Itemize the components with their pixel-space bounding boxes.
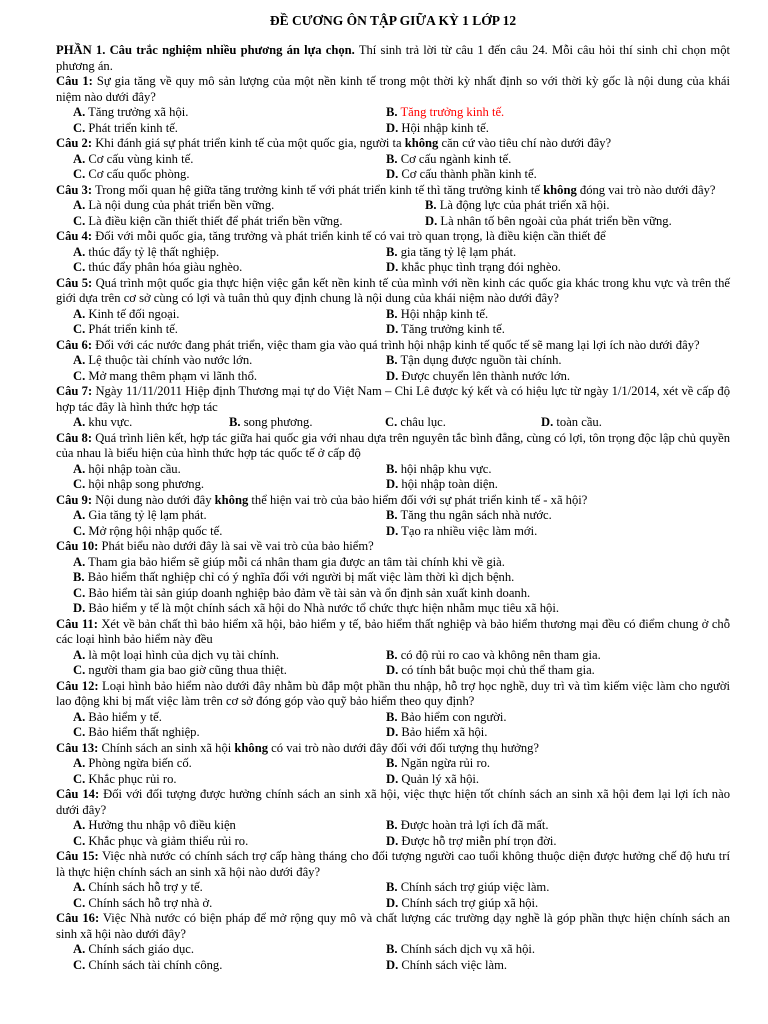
option-d: D. Quản lý xã hội. — [386, 771, 480, 786]
question-number: Câu 16: — [56, 911, 100, 925]
option-row — [56, 508, 730, 524]
option-row — [56, 648, 730, 664]
question-stem: Câu 10: Phát biểu nào dưới đây là sai về vai trò của bảo hiểm? — [56, 539, 374, 553]
option-row — [56, 896, 730, 912]
option-d: D. toàn cầu. — [541, 415, 602, 429]
question-stem: Câu 3: Trong mối quan hệ giữa tăng trưởng kinh tế với phát triển kinh tế thì tăng trưởng kinh tế không đóng vai trò nào dưới đây? — [56, 182, 716, 197]
question-number: Câu 3: — [56, 182, 93, 197]
option-b: B. gia tăng tỷ lệ lạm phát. — [386, 244, 517, 259]
option-row — [56, 663, 730, 679]
question-stem: Câu 2: Khi đánh giá sự phát triển kinh tế của một quốc gia, người ta không căn cứ vào tiêu chí nào dưới đây? — [56, 136, 612, 150]
option-row — [56, 245, 730, 261]
option-a: A. hội nhập toàn cầu. — [73, 461, 181, 476]
option-b: B. Cơ cấu ngành kinh tế. — [386, 151, 512, 166]
question-number: Câu 15: — [56, 849, 99, 863]
part-header — [56, 43, 730, 74]
option-d: D. Chính sách trợ giúp xã hội. — [386, 895, 539, 910]
option-c: C. Khắc phục và giảm thiểu rủi ro. — [73, 833, 249, 848]
option-d: D. khắc phục tình trạng đói nghèo. — [386, 260, 561, 274]
option-row — [56, 415, 730, 431]
option-d: D. Chính sách việc làm. — [386, 957, 508, 972]
option-c: C. Chính sách hỗ trợ nhà ở. — [73, 895, 213, 910]
option-d: D. Tạo ra nhiều việc làm mới. — [386, 523, 538, 538]
option-b: B. Được hoàn trả lợi ích đã mất. — [386, 818, 549, 832]
question-stem: Câu 4: Đối với mỗi quốc gia, tăng trưởng và phát triển kinh tế có vai trò quan trọng, là điều kiện cần thiết để — [56, 229, 606, 243]
option-c: C. hội nhập song phương. — [73, 477, 205, 491]
question-number: Câu 4: — [56, 229, 93, 243]
option-a: A. Hưởng thu nhập vô điều kiện — [73, 818, 236, 832]
option-row — [56, 818, 730, 834]
question-number: Câu 12: — [56, 678, 99, 693]
option-b: B. Bảo hiểm thất nghiệp chỉ có ý nghĩa đối với người bị mất việc làm thời kì dịch bệnh. — [73, 570, 515, 584]
option-b: B. Tăng thu ngân sách nhà nước. — [386, 508, 552, 522]
question-number: Câu 10: — [56, 539, 99, 553]
option-c: C. người tham gia bao giờ cũng thua thiệt. — [73, 663, 287, 677]
option-row — [56, 958, 730, 974]
option-b: B. Ngăn ngừa rủi ro. — [386, 756, 491, 770]
option-row — [56, 710, 730, 726]
question-number: Câu 11: — [56, 616, 98, 631]
highlighted-answer: Tăng trưởng kinh tế. — [400, 105, 505, 119]
question-stem: Câu 6: Đối với các nước đang phát triển, việc tham gia vào quá trình hội nhập kinh tế quốc tế sẽ mang lại lợi ích nào dưới đây? — [56, 337, 700, 352]
option-c: C. Khắc phục rủi ro. — [73, 771, 177, 786]
option-row — [56, 942, 730, 958]
option-row — [56, 152, 730, 168]
option-a: A. Phòng ngừa biến cố. — [73, 756, 192, 770]
option-c: C. Phát triển kinh tế. — [73, 120, 178, 135]
option-b: B. Chính sách dịch vụ xã hội. — [386, 942, 536, 956]
option-row — [56, 198, 730, 214]
question-stem: Câu 5: Quá trình một quốc gia thực hiện việc gắn kết nền kinh tế của mình với nền kinh các quốc gia khác trong khu vực và trên thế giới dựa trên cơ sở cùng có lợi và tuân thủ quy định chung là nội dung của khái niệm nào dưới đây? — [56, 275, 730, 305]
option-c: C. Bảo hiểm thất nghiệp. — [73, 725, 200, 739]
question-stem: Câu 16: Việc Nhà nước có biện pháp để mở rộng quy mô và chất lượng các trường dạy nghề là góp phần thực hiện chính sách an sinh xã hội nào dưới đây? — [56, 911, 730, 941]
question-number: Câu 5: — [56, 275, 93, 290]
option-row — [56, 105, 730, 121]
question-stem: Câu 13: Chính sách an sinh xã hội không có vai trò nào dưới đây đối với đối tượng thụ hưởng? — [56, 740, 539, 755]
question-stem: Câu 7: Ngày 11/11/2011 Hiệp định Thương mại tự do Việt Nam – Chi Lê được ký kết và có hiệu lực từ ngày 1/1/2014, xét về cấp độ hợp tác đây là hình thức hợp tác — [56, 384, 730, 414]
option-row — [56, 524, 730, 540]
question-number: Câu 8: — [56, 430, 93, 445]
option-row — [56, 725, 730, 741]
option-b: B. có độ rủi ro cao và không nên tham gia. — [386, 647, 601, 662]
option-row — [56, 322, 730, 338]
option-b: B. Là động lực của phát triển xã hội. — [425, 198, 610, 212]
option-d: D. có tính bắt buộc mọi chủ thể tham gia. — [386, 663, 595, 677]
option-d: D. hội nhập toàn diện. — [386, 477, 498, 491]
question-number: Câu 1: — [56, 74, 93, 88]
part-instruction: Thí sinh trả lời từ câu 1 đến câu 24. Mỗi câu hỏi thí sinh chỉ chọn một phương án. — [56, 43, 730, 73]
option-a: A. Chính sách giáo dục. — [73, 942, 195, 956]
option-row — [56, 369, 730, 385]
option-d: D. Được chuyển lên thành nước lớn. — [386, 368, 571, 383]
option-d: D. Được hỗ trợ miễn phí trọn đời. — [386, 833, 557, 848]
option-row — [56, 834, 730, 850]
option-row — [56, 214, 730, 230]
option-c: C. Bảo hiểm tài sản giúp doanh nghiệp bảo đảm về tài sản và ổn định sản xuất kinh doanh. — [73, 585, 531, 600]
option-b: B. song phương. — [229, 415, 313, 429]
option-c: C. Phát triển kinh tế. — [73, 322, 178, 336]
question-number: Câu 6: — [56, 337, 93, 352]
option-b: B. Tận dụng được nguồn tài chính. — [386, 353, 562, 367]
option-row — [56, 772, 730, 788]
option-c: C. Cơ cấu quốc phòng. — [73, 167, 190, 181]
question-stem: Câu 14: Đối với đối tượng được hưởng chính sách an sinh xã hội, việc thực hiện tốt chính sách an sinh xã hội đem lại lợi ích nào dưới đây? — [56, 787, 730, 817]
option-a: A. Là nội dung của phát triển bền vững. — [73, 198, 275, 212]
option-c: C. Là điều kiện cần thiết thiết để phát triển bền vững. — [73, 213, 343, 228]
option-d: D. Là nhân tố bên ngoài của phát triển bền vững. — [425, 213, 672, 228]
option-d: D. Tăng trưởng kinh tế. — [386, 322, 505, 336]
option-c: C. Mở rộng hội nhập quốc tế. — [73, 523, 223, 538]
option-a: A. Tăng trưởng xã hội. — [73, 105, 189, 119]
question-number: Câu 9: — [56, 492, 93, 507]
option-d: D. Cơ cấu thành phần kinh tế. — [386, 167, 537, 181]
option-b: B. Chính sách trợ giúp việc làm. — [386, 880, 550, 894]
option-row — [56, 260, 730, 276]
option-a: A. Lệ thuộc tài chính vào nước lớn. — [73, 353, 253, 367]
option-row — [56, 167, 730, 183]
option-a: A. Chính sách hỗ trợ y tế. — [73, 880, 203, 894]
option-d: D. Bảo hiểm y tế là một chính sách xã hội do Nhà nước tổ chức thực hiện nhằm mục tiêu xã hội. — [73, 601, 560, 615]
option-a: A. Bảo hiểm y tế. — [73, 709, 162, 724]
question-number: Câu 14: — [56, 787, 100, 801]
option-row — [56, 756, 730, 772]
question-stem: Câu 11: Xét về bản chất thì bảo hiểm xã hội, bảo hiểm y tế, bảo hiểm thất nghiệp và bảo hiểm thương mại đều có điểm chung ở chỗ các loại hình bảo hiểm này đều — [56, 616, 731, 646]
option-b: B. Bảo hiểm con người. — [386, 709, 507, 724]
option-b: B. Tăng trưởng kinh tế. — [386, 105, 505, 119]
option-c: C. thúc đẩy phân hóa giàu nghèo. — [73, 260, 243, 274]
option-a: A. Gia tăng tỷ lệ lạm phát. — [73, 508, 207, 522]
question-stem: Câu 12: Loại hình bảo hiểm nào dưới đây nhằm bù đắp một phần thu nhập, hỗ trợ học nghề, duy trì và tìm kiếm việc làm cho người lao động khi bị mất việc làm trên cơ sở đóng góp vào quỹ bảo hiểm theo quy định? — [56, 678, 730, 708]
question-stem: Câu 1: Sự gia tăng về quy mô sản lượng của một nền kinh tế trong một thời kỳ nhất định so với thời kỳ gốc là nội dung của khái niệm nào dưới đây? — [56, 74, 730, 104]
question-number: Câu 2: — [56, 136, 93, 150]
question-stem: Câu 15: Việc nhà nước có chính sách trợ cấp hàng tháng cho đối tượng người cao tuổi không thuộc diện được hưởng chế độ hưu trí là thực hiện chính sách an sinh xã hội nào dưới đây? — [56, 849, 730, 879]
option-row — [56, 477, 730, 493]
option-c: C. Mở mang thêm phạm vi lãnh thổ. — [73, 368, 258, 383]
option-a: A. Kinh tế đối ngoại. — [73, 306, 180, 321]
question-stem: Câu 9: Nội dung nào dưới đây không thể hiện vai trò của bảo hiểm đối với sự phát triển kinh tế - xã hội? — [56, 492, 588, 507]
option-b: B. hội nhập khu vực. — [386, 461, 492, 476]
option-row — [56, 121, 730, 137]
option-d: D. Hội nhập kinh tế. — [386, 120, 489, 135]
option-c: C. Chính sách tài chính công. — [73, 957, 223, 972]
option-row — [56, 353, 730, 369]
option-row — [56, 307, 730, 323]
option-a: A. là một loại hình của dịch vụ tài chính. — [73, 647, 280, 662]
option-a: A. Cơ cấu vùng kinh tế. — [73, 151, 194, 166]
option-row — [56, 462, 730, 478]
part-label: PHẦN 1. Câu trắc nghiệm nhiều phương án lựa chọn. — [56, 43, 355, 57]
option-c: C. châu lục. — [385, 415, 446, 429]
question-number: Câu 13: — [56, 740, 99, 755]
option-row — [56, 880, 730, 896]
option-b: B. Hội nhập kinh tế. — [386, 306, 489, 321]
option-a: A. Tham gia bảo hiểm sẽ giúp mỗi cá nhân tham gia được an tâm tài chính khi về già. — [73, 554, 505, 569]
option-a: A. thúc đẩy tỷ lệ thất nghiệp. — [73, 244, 220, 259]
question-stem: Câu 8: Quá trình liên kết, hợp tác giữa hai quốc gia với nhau dựa trên nguyên tắc bình đẳng, cùng có lợi, tôn trọng độc lập chủ quyền của nhau là biểu hiện của hình thức hợp tác quốc tế ở cấp độ — [56, 430, 731, 460]
question-number: Câu 7: — [56, 384, 93, 398]
document-title: ĐỀ CƯƠNG ÔN TẬP GIỮA KỲ 1 LỚP 12 — [269, 13, 517, 28]
option-d: D. Bảo hiểm xã hội. — [386, 725, 488, 739]
option-a: A. khu vực. — [73, 415, 133, 429]
